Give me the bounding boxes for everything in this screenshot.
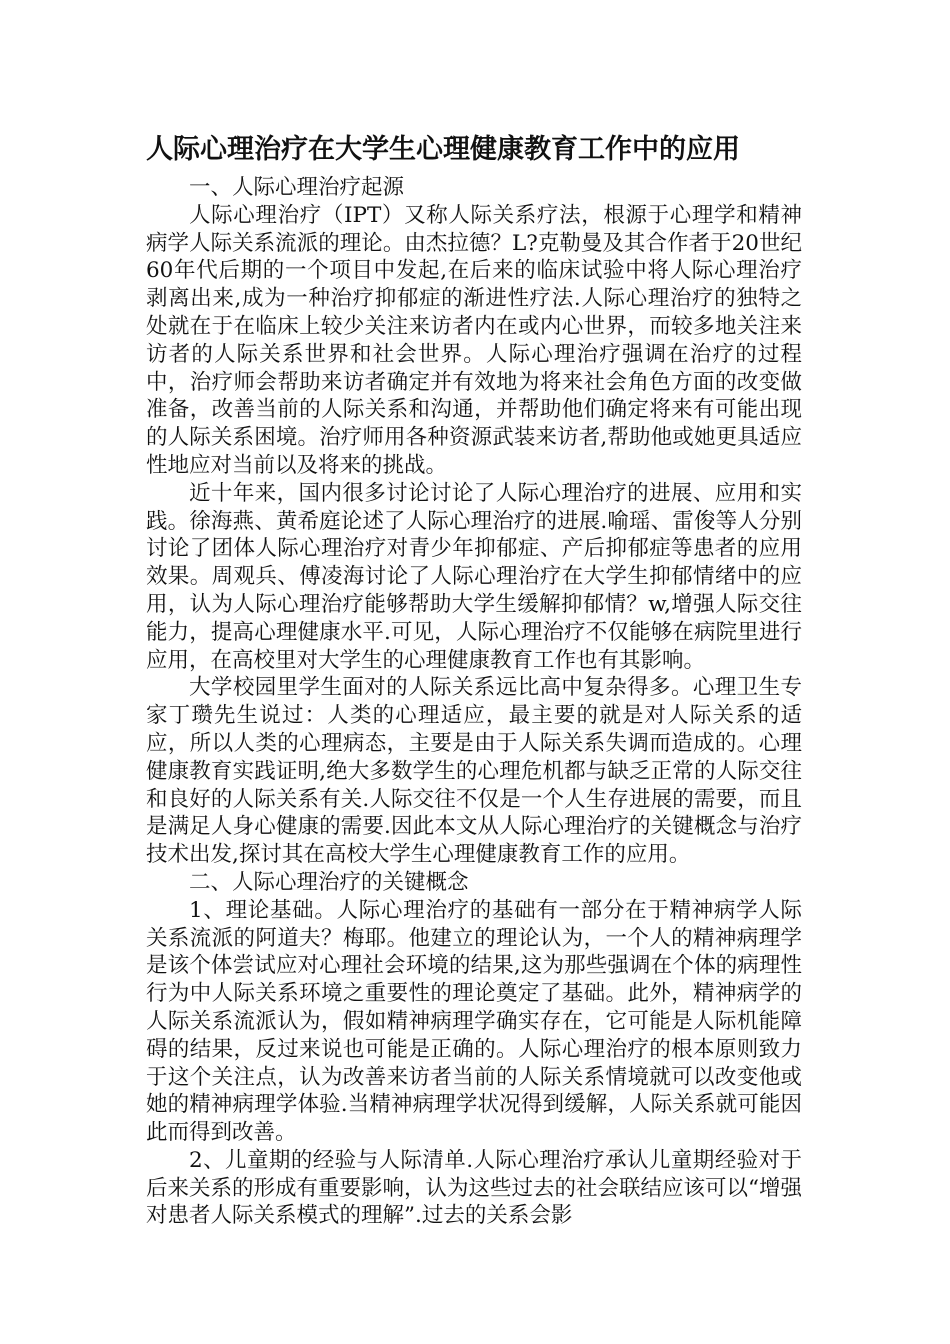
paragraph-theoretical-basis: 1、理论基础。人际心理治疗的基础有一部分在于精神病学人际关系流派的阿道夫？梅耶。他建立的理论认为，一个人的精神病理学是该个体尝试应对心理社会环境的结果,这为那些强调在个体的病理性行为中人际关系环境之重要性的理论奠定了基础。此外，精神病学的人际关系流派认为，假如精神病理学确实存在，它可能是人际机能障碍的结果，反过来说也可能是正确的。人际心理治疗的根本原则致力于这个关注点，认为改善来访者当前的人际关系情境就可以改变他或她的精神病理学体验.当精神病理学状况得到缓解，人际关系就可能因此而得到改善。 xyxy=(146,897,802,1146)
document-title: 人际心理治疗在大学生心理健康教育工作中的应用 xyxy=(146,134,740,165)
section-heading-origin: 一、人际心理治疗起源 xyxy=(189,175,405,200)
paragraph-campus-relationships: 大学校园里学生面对的人际关系远比高中复杂得多。心理卫生专家丁瓒先生说过：人类的心理适应，最主要的就是对人际关系的适应，所以人类的心理病态，主要是由于人际关系失调而造成的。心理健康教育实践证明,绝大多数学生的心理危机都与缺乏正常的人际交往和良好的人际关系有关.人际交往不仅是一个人生存进展的需要，而且是满足人身心健康的需要.因此本文从人际心理治疗的关键概念与治疗技术出发,探讨其在高校大学生心理健康教育工作的应用。 xyxy=(146,675,802,868)
paragraph-childhood-experience: 2、儿童期的经验与人际清单.人际心理治疗承认儿童期经验对于后来关系的形成有重要影响，认为这些过去的社会联结应该可以“增强对患者人际关系模式的理解”.过去的关系会影 xyxy=(146,1147,802,1229)
paragraph-domestic-research: 近十年来，国内很多讨论讨论了人际心理治疗的进展、应用和实践。徐海燕、黄希庭论述了人际心理治疗的进展.喻瑶、雷俊等人分别讨论了团体人际心理治疗对青少年抑郁症、产后抑郁症等患者的应用效果。周观兵、傅凌海讨论了人际心理治疗在大学生抑郁情绪中的应用，认为人际心理治疗能够帮助大学生缓解抑郁情？w,增强人际交往能力，提高心理健康水平.可见，人际心理治疗不仅能够在病院里进行应用，在高校里对大学生的心理健康教育工作也有其影响。 xyxy=(146,480,802,673)
section-heading-key-concepts: 二、人际心理治疗的关键概念 xyxy=(189,869,469,895)
document-page xyxy=(146,128,802,1230)
paragraph-ipt-definition: 人际心理治疗（IPT）又称人际关系疗法，根源于心理学和精神病学人际关系流派的理论。由杰拉德？L?克勒曼及其合作者于20世纪60年代后期的一个项目中发起,在后来的临床试验中将人际心理治疗剥离出来,成为一种治疗抑郁症的渐进性疗法.人际心理治疗的独特之处就在于在临床上较少关注来访者内在或内心世界，而较多地关注来访者的人际关系世界和社会世界。人际心理治疗强调在治疗的过程中，治疗师会帮助来访者确定并有效地为将来社会角色方面的改变做准备，改善当前的人际关系和沟通，并帮助他们确定将来有可能出现的人际关系困境。治疗师用各种资源武装来访者,帮助他或她更具适应性地应对当前以及将来的挑战。 xyxy=(146,202,802,478)
